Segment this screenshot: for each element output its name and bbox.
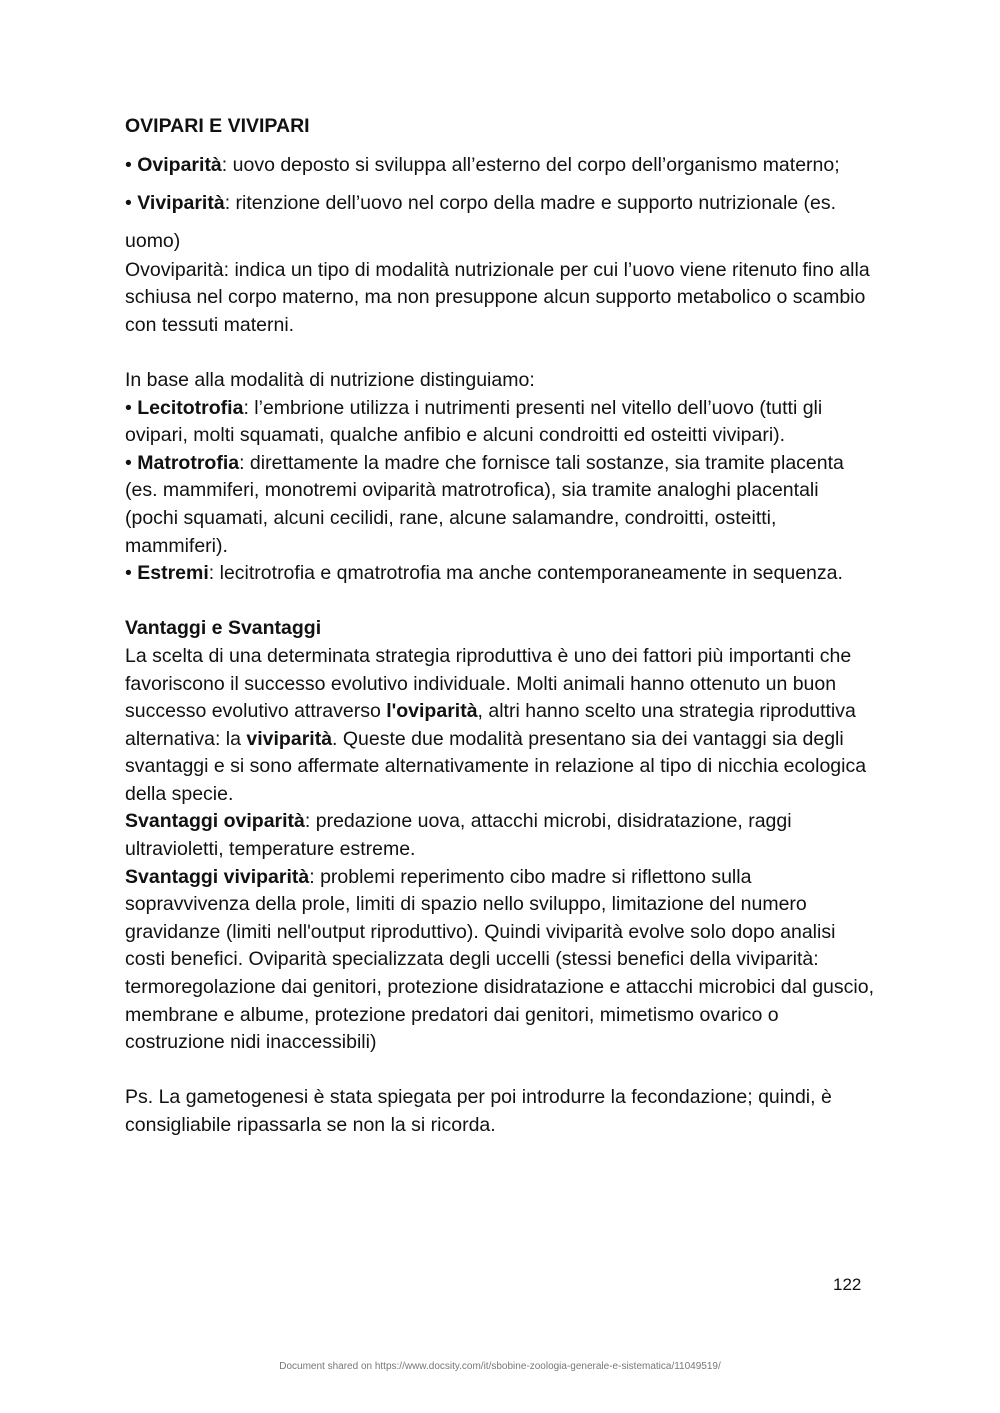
definition-estremi: : lecitrotrofia e qmatrotrofia ma anche contemporaneamente in sequenza. (208, 562, 843, 585)
section-title: OVIPARI E VIVIPARI (125, 115, 310, 137)
definition-viviparita: : ritenzione dell’uovo nel corpo della madre e supporto nutrizionale (es. uomo) (125, 191, 837, 252)
blank-line (125, 1057, 875, 1085)
nutrition-intro: In base alla modalità di nutrizione distinguiamo: (125, 368, 535, 391)
bullet-viviparita (125, 184, 875, 260)
bullet-oviparita (125, 146, 875, 184)
footer-link[interactable]: Document shared on https://www.docsity.com/it/sbobine-zoologia-generale-e-sistematica/11049519/ (279, 1361, 721, 1372)
text-svantaggi-oviparita: : predazione uova, attacchi microbi, disidratazione, raggi ultravioletti, temperature estreme. (125, 810, 792, 861)
bullet-char: • (125, 451, 138, 474)
vantaggi-text-2: , altri hanno scelto una strategia riproduttiva alternativa: la (125, 700, 856, 750)
paragraph-svantaggi-viviparita (125, 864, 875, 974)
blank-line (125, 588, 875, 616)
vantaggi-bold-viviparita: viviparità (246, 727, 333, 750)
paragraph-ovoviviparita: Ovoviparità: indica un tipo di modalità nutrizionale per cui l’uovo viene ritenuto fino alla schiusa nel corpo materno, ma non presuppone alcun supporto metabolico o scambio con tessuti materni. (125, 258, 870, 336)
definition-oviparita: : uovo deposto si sviluppa all’esterno del corpo dell’organismo materno; (221, 153, 840, 176)
bullet-lecitotrofia (125, 395, 875, 450)
bullet-char: • (125, 396, 138, 419)
term-estremi: Estremi (137, 562, 209, 585)
vantaggi-heading (125, 615, 875, 643)
term-matrotrofia: Matrotrofia (137, 451, 240, 474)
paragraph-termoregolazione: termoregolazione dai genitori, protezione disidratazione e attacchi microbici dal guscio, membrane e albume, protezione predatori dai genitori, mimetismo ovarico o costruzione nidi inaccessibili) (125, 976, 874, 1054)
term-viviparita: Viviparità (137, 191, 225, 214)
bullet-char: • (125, 153, 138, 176)
bullet-estremi (125, 560, 875, 588)
term-svantaggi-oviparita: Svantaggi oviparità (125, 810, 305, 833)
paragraph-vantaggi (125, 643, 875, 809)
blank-line (125, 339, 875, 367)
definition-matrotrofia: : direttamente la madre che fornisce tali sostanze, sia tramite placenta (es. mammiferi, monotremi oviparità matrotrofica), sia tramite analoghi placentali (pochi squamati, alcuni cecilidi, rane, alcune salamandre, condroitti, osteitti, mammiferi). (125, 451, 844, 557)
paragraph-svantaggi-oviparita (125, 808, 875, 863)
bullet-char: • (125, 191, 138, 214)
text-svantaggi-viviparita: : problemi reperimento cibo madre si riflettono sulla sopravvivenza della prole, limiti di spazio nello sviluppo, limitazione del numero gravidanze (limiti nell'output riproduttivo). Quindi viviparità evolve solo dopo analisi costi benefici. Oviparità specializzata degli uccelli (stessi benefici della viviparità: (125, 865, 836, 971)
definition-lecitotrofia: : l’embrione utilizza i nutrimenti presenti nel vitello dell’uovo (tutti gli ovipari, molti squamati, qualche anfibio e alcuni condroitti ed osteitti vivipari). (125, 396, 823, 447)
vantaggi-text-1: La scelta di una determinata strategia riproduttiva è uno dei fattori più importanti che favoriscono il successo evolutivo individuale. Molti animali hanno ottenuto un buon successo evolutivo attraverso (125, 644, 852, 723)
term-oviparita: Oviparità (137, 153, 222, 176)
page-body (125, 113, 875, 1140)
paragraph-postscript: Ps. La gametogenesi è stata spiegata per poi introdurre la fecondazione; quindi, è consigliabile ripassarla se non la si ricorda. (125, 1086, 832, 1136)
term-lecitotrofia: Lecitotrofia (137, 396, 244, 419)
term-svantaggi-viviparita: Svantaggi viviparità (125, 865, 310, 888)
bullet-char: • (125, 562, 138, 585)
vantaggi-bold-oviparita: l'oviparità (386, 700, 478, 723)
vantaggi-text-3: . Queste due modalità presentano sia dei vantaggi sia degli svantaggi e si sono affermate alternativamente in relazione al tipo di nicchia ecologica della specie. (125, 727, 867, 805)
vantaggi-heading-text: Vantaggi e Svantaggi (125, 617, 322, 640)
bullet-matrotrofia (125, 450, 875, 560)
page-number: 122 (833, 1275, 862, 1294)
